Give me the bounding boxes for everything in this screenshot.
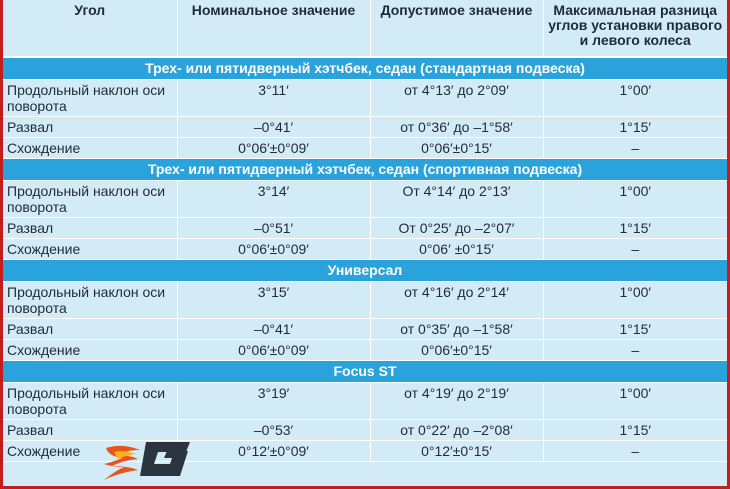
cell-parameter: Развал (3, 319, 177, 340)
cell-max-difference: 1°15′ (543, 218, 727, 239)
section-title: Трех- или пятидверный хэтчбек, седан (спортивная подвеска) (3, 159, 727, 181)
cell-max-difference: 1°00′ (543, 383, 727, 420)
cell-max-difference: – (543, 138, 727, 159)
section-title: Универсал (3, 260, 727, 282)
table-row (3, 181, 727, 218)
cell-parameter: Продольный наклон оси поворота (3, 282, 177, 319)
table-row (3, 218, 727, 239)
cell-allowed: от 4°16′ до 2°14′ (370, 282, 543, 319)
cell-nominal: 0°06′±0°09′ (177, 340, 370, 361)
cell-max-difference: 1°00′ (543, 181, 727, 218)
cell-parameter: Схождение (3, 138, 177, 159)
cell-allowed: от 0°36′ до –1°58′ (370, 117, 543, 138)
wheel-alignment-table (3, 0, 727, 462)
cell-max-difference: – (543, 239, 727, 260)
cell-nominal: 0°06′±0°09′ (177, 239, 370, 260)
section-title: Focus ST (3, 361, 727, 383)
cell-parameter: Развал (3, 420, 177, 441)
cell-max-difference: 1°15′ (543, 117, 727, 138)
header-nominal: Номинальное значение (177, 0, 370, 57)
cell-allowed: от 4°13′ до 2°09′ (370, 80, 543, 117)
cell-nominal: 3°11′ (177, 80, 370, 117)
header-row (3, 0, 727, 57)
cell-parameter: Продольный наклон оси поворота (3, 383, 177, 420)
cell-parameter: Схождение (3, 340, 177, 361)
table-row (3, 340, 727, 361)
cell-nominal: –0°51′ (177, 218, 370, 239)
cell-allowed: от 4°19′ до 2°19′ (370, 383, 543, 420)
cell-max-difference: – (543, 441, 727, 462)
cell-parameter: Схождение (3, 441, 177, 462)
cell-nominal: 0°06′±0°09′ (177, 138, 370, 159)
cell-allowed: 0°06′ ±0°15′ (370, 239, 543, 260)
cell-parameter: Развал (3, 117, 177, 138)
section-header-row (3, 159, 727, 181)
section-header-row (3, 57, 727, 80)
cell-allowed: От 4°14′ до 2°13′ (370, 181, 543, 218)
header-allowed: Допустимое значение (370, 0, 543, 57)
table-row (3, 282, 727, 319)
cell-max-difference: 1°15′ (543, 420, 727, 441)
cell-max-difference: 1°00′ (543, 282, 727, 319)
flame-g-logo-icon (100, 436, 195, 484)
cell-parameter: Продольный наклон оси поворота (3, 80, 177, 117)
cell-nominal: –0°41′ (177, 319, 370, 340)
cell-parameter: Развал (3, 218, 177, 239)
section-header-row (3, 260, 727, 282)
cell-nominal: –0°53′ (177, 420, 370, 441)
section-header-row (3, 361, 727, 383)
cell-allowed: 0°12′±0°15′ (370, 441, 543, 462)
cell-max-difference: – (543, 340, 727, 361)
cell-allowed: от 0°35′ до –1°58′ (370, 319, 543, 340)
header-angle: Угол (3, 0, 177, 57)
cell-allowed: от 0°22′ до –2°08′ (370, 420, 543, 441)
cell-nominal: 0°12′±0°09′ (177, 441, 370, 462)
table-row (3, 80, 727, 117)
table-row (3, 239, 727, 260)
cell-allowed: 0°06′±0°15′ (370, 138, 543, 159)
table-frame (3, 0, 727, 486)
cell-nominal: 3°15′ (177, 282, 370, 319)
section-title: Трех- или пятидверный хэтчбек, седан (стандартная подвеска) (3, 57, 727, 80)
cell-allowed: От 0°25′ до –2°07′ (370, 218, 543, 239)
cell-nominal: 3°14′ (177, 181, 370, 218)
cell-max-difference: 1°15′ (543, 319, 727, 340)
table-row (3, 117, 727, 138)
table-row (3, 383, 727, 420)
cell-allowed: 0°06′±0°15′ (370, 340, 543, 361)
table-row (3, 319, 727, 340)
cell-max-difference: 1°00′ (543, 80, 727, 117)
cell-nominal: –0°41′ (177, 117, 370, 138)
cell-parameter: Схождение (3, 239, 177, 260)
cell-parameter: Продольный наклон оси поворота (3, 181, 177, 218)
header-max-difference: Максимальная разница углов установки правого и левого колеса (543, 0, 727, 57)
cell-nominal: 3°19′ (177, 383, 370, 420)
table-row (3, 138, 727, 159)
